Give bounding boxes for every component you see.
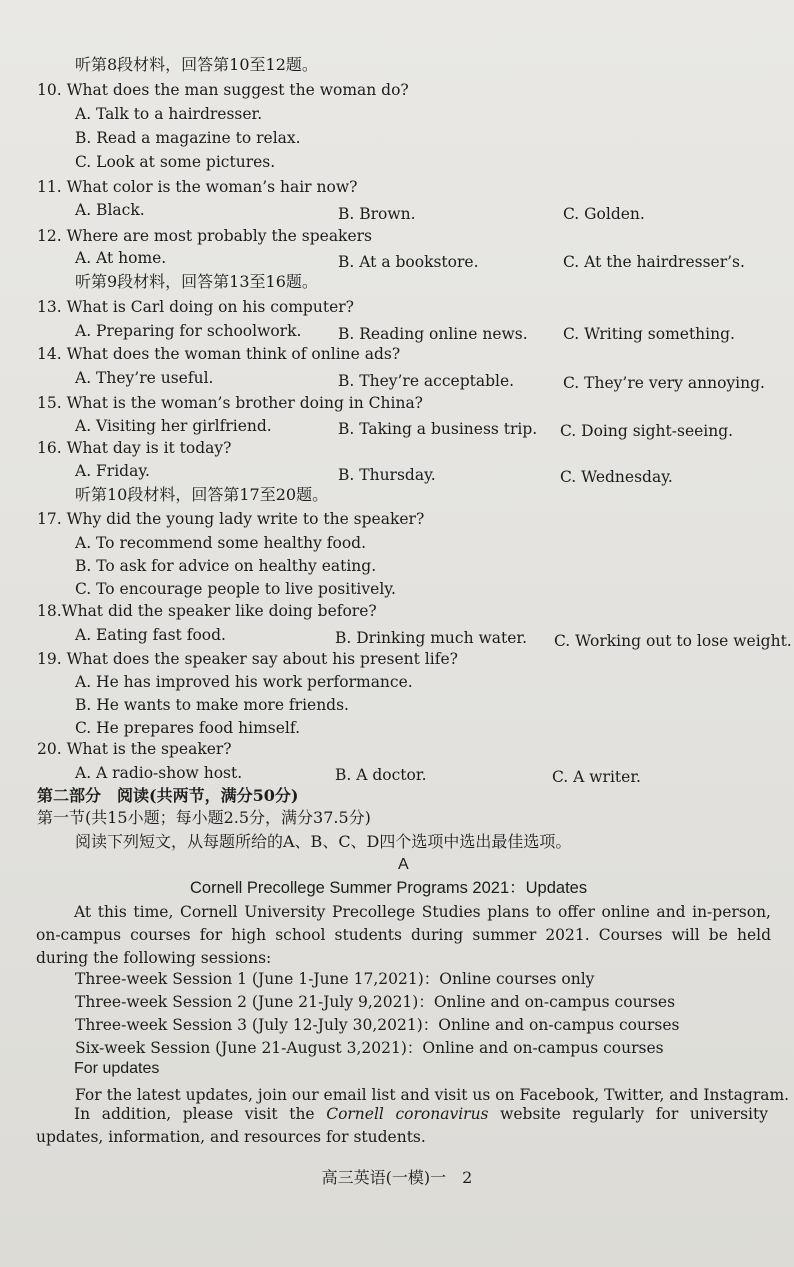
question-19-option-b: B. He wants to make more friends.	[75, 696, 349, 714]
question-16-option-a: A. Friday.	[75, 462, 150, 480]
question-10-option-a: A. Talk to a hairdresser.	[75, 105, 263, 123]
question-17-option-a: A. To recommend some healthy food.	[75, 534, 367, 552]
question-18-option-b: B. Drinking much water.	[335, 629, 528, 647]
question-18-stem: 18.What did the speaker like doing before?	[37, 602, 377, 620]
question-19-option-c: C. He prepares food himself.	[75, 719, 300, 737]
question-16-option-b: B. Thursday.	[338, 466, 436, 484]
question-12-option-b: B. At a bookstore.	[338, 253, 479, 271]
question-11-option-a: A. Black.	[75, 201, 145, 219]
intro-paragraph: At this time, Cornell University Precollege Studies plans to offer online and in-person, on-campus courses for high school students during summer 2021. Courses will be held during the following sessions:	[36, 903, 771, 967]
updates-heading: For updates	[74, 1060, 160, 1077]
passage-letter: A	[398, 856, 409, 873]
page-footer: 高三英语(一模)一 2	[321, 1168, 473, 1187]
session-2: Three-week Session 2 (June 21-July 9,2021)：Online and on-campus courses	[75, 993, 676, 1011]
question-19-stem: 19. What does the speaker say about his present life?	[37, 650, 458, 668]
question-10-option-c: C. Look at some pictures.	[75, 153, 276, 171]
question-13-option-c: C. Writing something.	[563, 325, 735, 343]
question-17-option-b: B. To ask for advice on healthy eating.	[75, 557, 377, 575]
cornell-coronavirus-link-text: Cornell coronavirus	[326, 1105, 489, 1123]
session-3: Three-week Session 3 (July 12-July 30,2021)：Online and on-campus courses	[75, 1016, 680, 1034]
question-11-option-c: C. Golden.	[563, 205, 645, 223]
session-4: Six-week Session (June 21-August 3,2021)：Online and on-campus courses	[75, 1039, 664, 1057]
question-13-stem: 13. What is Carl doing on his computer?	[37, 298, 354, 316]
question-17-stem: 17. Why did the young lady write to the speaker?	[37, 510, 425, 528]
passage-title: Cornell Precollege Summer Programs 2021：Updates	[190, 879, 588, 897]
section-10-instruction: 听第10段材料，回答第17至20题。	[75, 485, 329, 504]
question-10-stem: 10. What does the man suggest the woman do?	[37, 81, 409, 99]
reading-instruction: 阅读下列短文，从每题所给的A、B、C、D四个选项中选出最佳选项。	[75, 832, 572, 851]
question-14-stem: 14. What does the woman think of online ads?	[37, 345, 401, 363]
question-12-option-c: C. At the hairdresser’s.	[563, 253, 745, 271]
question-20-option-c: C. A writer.	[552, 768, 641, 786]
question-17-option-c: C. To encourage people to live positively.	[75, 580, 396, 598]
question-16-option-c: C. Wednesday.	[560, 468, 673, 486]
question-12-option-a: A. At home.	[75, 249, 167, 267]
addition-text-start: In addition, please visit the	[74, 1105, 327, 1123]
section-8-instruction: 听第8段材料，回答第10至12题。	[75, 55, 318, 74]
question-20-stem: 20. What is the speaker?	[37, 740, 232, 758]
question-16-stem: 16. What day is it today?	[37, 439, 232, 457]
addition-text-end: website regularly for university updates, information, and resources for students.	[36, 1105, 769, 1146]
part-2-title: 第二部分 阅读(共两节，满分50分)	[37, 786, 299, 805]
section-9-instruction: 听第9段材料，回答第13至16题。	[75, 272, 318, 291]
question-15-option-b: B. Taking a business trip.	[338, 420, 538, 438]
session-1: Three-week Session 1 (June 1-June 17,2021)：Online courses only	[75, 970, 595, 988]
question-11-option-b: B. Brown.	[338, 205, 416, 223]
question-13-option-b: B. Reading online news.	[338, 325, 528, 343]
question-15-option-a: A. Visiting her girlfriend.	[75, 417, 272, 435]
question-12-stem: 12. Where are most probably the speakers	[37, 227, 372, 245]
updates-text: For the latest updates, join our email list and visit us on Facebook, Twitter, and Instagram.	[75, 1086, 790, 1104]
section-1-info: 第一节(共15小题；每小题2.5分，满分37.5分)	[37, 808, 371, 827]
question-20-option-b: B. A doctor.	[335, 766, 427, 784]
question-10-option-b: B. Read a magazine to relax.	[75, 129, 301, 147]
question-11-stem: 11. What color is the woman’s hair now?	[37, 178, 358, 196]
question-14-option-c: C. They’re very annoying.	[563, 374, 765, 392]
question-13-option-a: A. Preparing for schoolwork.	[75, 322, 302, 340]
question-18-option-c: C. Working out to lose weight.	[554, 632, 792, 650]
question-19-option-a: A. He has improved his work performance.	[75, 673, 413, 691]
question-15-option-c: C. Doing sight-seeing.	[560, 422, 734, 440]
addition-paragraph	[36, 1103, 768, 1149]
question-14-option-b: B. They’re acceptable.	[338, 372, 515, 390]
question-20-option-a: A. A radio-show host.	[75, 764, 243, 782]
question-14-option-a: A. They’re useful.	[75, 369, 214, 387]
question-18-option-a: A. Eating fast food.	[75, 626, 226, 644]
question-15-stem: 15. What is the woman’s brother doing in China?	[37, 394, 423, 412]
